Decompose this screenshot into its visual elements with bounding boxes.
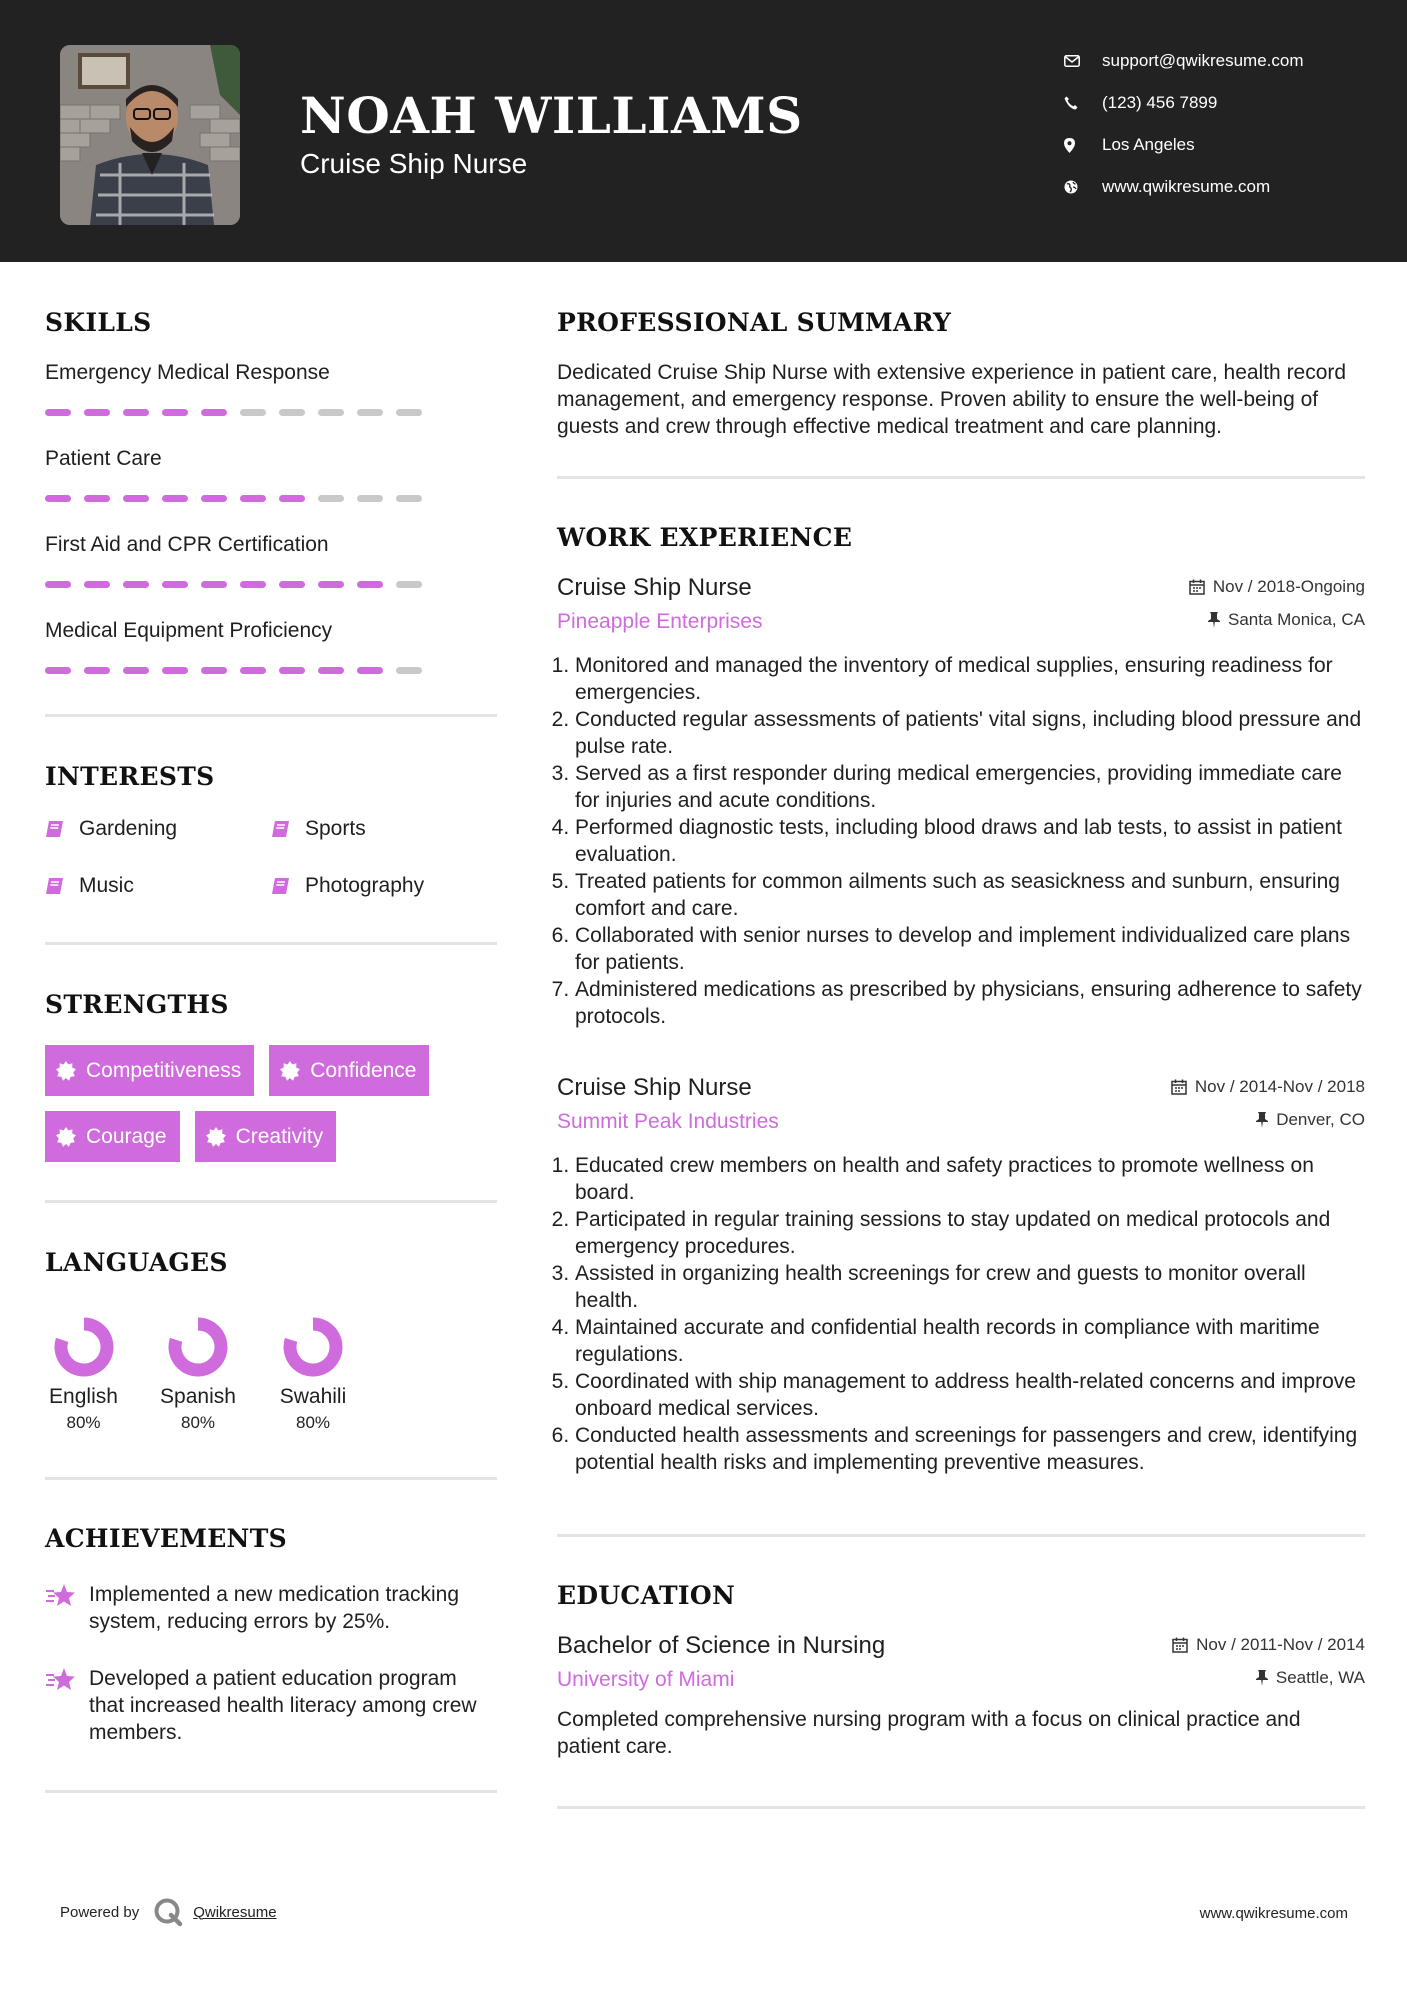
section-divider bbox=[557, 476, 1365, 479]
skill-dot-filled bbox=[318, 667, 344, 674]
skill-rating bbox=[45, 581, 497, 588]
job-dates bbox=[1171, 1077, 1365, 1097]
skill-dot-filled bbox=[45, 581, 71, 588]
interests-list bbox=[45, 817, 497, 898]
contact-phone[interactable] bbox=[1064, 82, 1384, 124]
summary-text: Dedicated Cruise Ship Nurse with extensive experience in patient care, health record management, and emergency response. Proven ability to ensure the well-being of guests and crew through effective medical treatment and care planning. bbox=[557, 361, 1347, 438]
badge-icon bbox=[206, 1127, 226, 1147]
language-progress-arc bbox=[61, 1324, 107, 1370]
languages-list bbox=[45, 1317, 497, 1433]
duty-item: 6. Collaborated with senior nurses to develop and implement individualized care plans for patients. bbox=[575, 922, 1365, 976]
language-percent: 80% bbox=[295, 1413, 331, 1432]
contact-website[interactable] bbox=[1064, 166, 1384, 208]
skill-dot-filled bbox=[240, 495, 266, 502]
skill-dot-filled bbox=[201, 667, 227, 674]
job-location bbox=[1208, 610, 1365, 630]
skill-dot-filled bbox=[201, 409, 227, 416]
skill-dot-filled bbox=[279, 667, 305, 674]
globe-icon bbox=[1064, 180, 1102, 194]
job-subheader bbox=[557, 1110, 1365, 1134]
skill-dot-filled bbox=[279, 495, 305, 502]
education-dates-text: Nov / 2011-Nov / 2014 bbox=[1196, 1635, 1365, 1654]
interest-item bbox=[271, 874, 497, 898]
job-dates-text: Nov / 2018-Ongoing bbox=[1212, 577, 1365, 596]
language-item bbox=[122, 1317, 274, 1433]
education-subheader bbox=[557, 1668, 1365, 1692]
badge-icon bbox=[280, 1061, 300, 1081]
star-icon bbox=[45, 1581, 89, 1635]
powered-by-label: Powered by bbox=[60, 1903, 140, 1921]
qwikresume-logo-icon bbox=[153, 1897, 183, 1927]
skill-dot-empty bbox=[396, 667, 422, 674]
skill-dot-filled bbox=[162, 495, 188, 502]
duty-item: 1. Educated crew members on health and safety practices to promote wellness on board. bbox=[575, 1152, 1365, 1206]
education-header bbox=[557, 1632, 1365, 1660]
skill-dot-filled bbox=[357, 581, 383, 588]
skills-heading: SKILLS bbox=[45, 308, 152, 337]
job-entry bbox=[557, 1074, 1365, 1476]
strength-tag bbox=[45, 1111, 180, 1162]
skill-dot-filled bbox=[45, 667, 71, 674]
calendar-icon bbox=[1171, 1079, 1187, 1095]
work-heading: WORK EXPERIENCE bbox=[557, 523, 853, 552]
education-location bbox=[1256, 1668, 1365, 1688]
skill-rating bbox=[45, 667, 497, 674]
interest-item bbox=[45, 817, 271, 841]
duties-list bbox=[557, 652, 1365, 1030]
skill-dot-filled bbox=[162, 409, 188, 416]
job-location bbox=[1256, 1110, 1365, 1130]
achievements-heading: ACHIEVEMENTS bbox=[45, 1524, 287, 1553]
duty-item: 7. Administered medications as prescribed by physicians, ensuring adherence to safety protocols. bbox=[575, 976, 1365, 1030]
language-percent: 80% bbox=[66, 1413, 101, 1432]
contact-list bbox=[1064, 40, 1384, 208]
candidate-name: NOAH WILLIAMS bbox=[300, 86, 803, 145]
skill-dot-filled bbox=[162, 581, 188, 588]
skill-dot-filled bbox=[201, 495, 227, 502]
skill-rating bbox=[45, 409, 497, 416]
pushpin-icon bbox=[1208, 612, 1220, 628]
language-name: Swahili bbox=[279, 1385, 347, 1408]
language-percent: 80% bbox=[180, 1413, 216, 1432]
duty-item: 3. Assisted in organizing health screenings for crew and guests to monitor overall health. bbox=[575, 1260, 1365, 1314]
skill-rating bbox=[45, 495, 497, 502]
interests-heading: INTERESTS bbox=[45, 762, 215, 791]
strength-label: Courage bbox=[86, 1124, 167, 1148]
education-description: Completed comprehensive nursing program with a focus on clinical practice and patient care. bbox=[557, 1708, 1301, 1758]
language-progress-ring bbox=[168, 1317, 228, 1377]
skill-dot-filled bbox=[45, 409, 71, 416]
book-icon bbox=[45, 876, 79, 896]
language-name: Spanish bbox=[160, 1385, 236, 1408]
section-divider bbox=[45, 942, 497, 945]
section-divider bbox=[45, 1477, 497, 1480]
skill-dot-filled bbox=[84, 581, 110, 588]
skill-dot-filled bbox=[279, 581, 305, 588]
badge-icon bbox=[56, 1061, 76, 1081]
duty-item: 5. Treated patients for common ailments such as seasickness and sunburn, ensuring comfort and care. bbox=[575, 868, 1365, 922]
interest-label: Music bbox=[79, 874, 134, 897]
duty-item: 3. Served as a first responder during medical emergencies, providing immediate care for injuries and acute conditions. bbox=[575, 760, 1365, 814]
section-divider bbox=[45, 1790, 497, 1793]
contact-phone-text: (123) 456 7899 bbox=[1102, 93, 1218, 112]
duty-item: 6. Conducted health assessments and screenings for passengers and crew, identifying potential health risks and implementing preventive measures. bbox=[575, 1422, 1365, 1476]
skill-dot-filled bbox=[318, 581, 344, 588]
language-progress-ring bbox=[54, 1317, 114, 1377]
section-divider bbox=[557, 1534, 1365, 1537]
candidate-title: Cruise Ship Nurse bbox=[300, 148, 528, 179]
achievement-item bbox=[45, 1665, 497, 1746]
skill-dot-filled bbox=[357, 667, 383, 674]
skill-label: First Aid and CPR Certification bbox=[45, 533, 329, 556]
section-divider bbox=[45, 714, 497, 717]
skill-dot-filled bbox=[123, 581, 149, 588]
envelope-icon bbox=[1064, 55, 1102, 67]
skill-dot-filled bbox=[240, 581, 266, 588]
language-progress-ring bbox=[283, 1317, 343, 1377]
skill-label: Patient Care bbox=[45, 447, 162, 470]
skill-dot-filled bbox=[84, 667, 110, 674]
interest-item bbox=[271, 817, 497, 841]
language-progress-arc bbox=[290, 1324, 336, 1370]
skill-dot-filled bbox=[123, 495, 149, 502]
duty-item: 2. Conducted regular assessments of patients' vital signs, including blood pressure and pulse rate. bbox=[575, 706, 1365, 760]
contact-email-text: support@qwikresume.com bbox=[1102, 51, 1304, 70]
duty-item: 2. Participated in regular training sessions to stay updated on medical protocols and emergency procedures. bbox=[575, 1206, 1365, 1260]
job-title: Cruise Ship Nurse bbox=[557, 1074, 752, 1101]
strength-label: Creativity bbox=[235, 1124, 324, 1148]
contact-location-text: Los Angeles bbox=[1102, 135, 1195, 154]
duty-item: 1. Monitored and managed the inventory of medical supplies, ensuring readiness for emergencies. bbox=[575, 652, 1365, 706]
skill-label: Medical Equipment Proficiency bbox=[45, 619, 333, 642]
skill-dot-empty bbox=[396, 581, 422, 588]
skill-dot-filled bbox=[45, 495, 71, 502]
language-progress-arc bbox=[175, 1324, 221, 1370]
powered-by bbox=[60, 1897, 277, 1927]
right-column bbox=[557, 262, 1365, 1809]
interest-item bbox=[45, 874, 271, 898]
pushpin-icon bbox=[1256, 1112, 1268, 1128]
section-divider bbox=[557, 1806, 1365, 1809]
language-item bbox=[45, 1317, 122, 1433]
skill-dot-empty bbox=[318, 409, 344, 416]
skill-dot-empty bbox=[396, 409, 422, 416]
skill-dot-empty bbox=[279, 409, 305, 416]
contact-website-text: www.qwikresume.com bbox=[1102, 177, 1271, 196]
skill-dot-filled bbox=[123, 409, 149, 416]
book-icon bbox=[45, 819, 79, 839]
skill-dot-filled bbox=[201, 581, 227, 588]
badge-icon bbox=[56, 1127, 76, 1147]
qwikresume-link[interactable]: Qwikresume bbox=[193, 1903, 277, 1921]
book-icon bbox=[271, 819, 305, 839]
phone-icon bbox=[1064, 96, 1102, 110]
pushpin-icon bbox=[1256, 1670, 1268, 1686]
skill-dot-filled bbox=[162, 667, 188, 674]
company-name: Summit Peak Industries bbox=[557, 1110, 779, 1133]
interest-label: Gardening bbox=[79, 817, 178, 840]
education-location-text: Seattle, WA bbox=[1275, 1668, 1365, 1687]
strength-tag bbox=[195, 1111, 337, 1162]
company-name: Pineapple Enterprises bbox=[557, 610, 763, 633]
left-column bbox=[45, 262, 497, 1793]
language-item bbox=[274, 1317, 352, 1433]
job-entry bbox=[557, 574, 1365, 1030]
duty-item: 5. Coordinated with ship management to address health-related concerns and improve onboard medical services. bbox=[575, 1368, 1365, 1422]
skill-dot-filled bbox=[84, 409, 110, 416]
profile-photo bbox=[60, 45, 240, 225]
strengths-list bbox=[45, 1045, 497, 1162]
book-icon bbox=[271, 876, 305, 896]
footer-website[interactable]: www.qwikresume.com bbox=[1199, 1905, 1348, 1922]
strengths-heading: STRENGTHS bbox=[45, 990, 229, 1019]
skill-dot-filled bbox=[84, 495, 110, 502]
school-name: University of Miami bbox=[557, 1668, 735, 1691]
job-header bbox=[557, 574, 1365, 602]
interest-label: Photography bbox=[305, 874, 425, 897]
skill-item bbox=[45, 619, 497, 674]
education-heading: EDUCATION bbox=[557, 1581, 736, 1610]
skill-dot-empty bbox=[318, 495, 344, 502]
skill-label: Emergency Medical Response bbox=[45, 361, 330, 384]
calendar-icon bbox=[1189, 579, 1205, 595]
education-entry bbox=[557, 1632, 1365, 1760]
achievement-item bbox=[45, 1581, 497, 1635]
contact-location bbox=[1064, 124, 1384, 166]
strength-tag bbox=[45, 1045, 254, 1096]
calendar-icon bbox=[1172, 1637, 1188, 1653]
resume-header bbox=[0, 0, 1407, 262]
achievement-text: Implemented a new medication tracking system, reducing errors by 25%. bbox=[89, 1583, 460, 1633]
strength-tag bbox=[269, 1045, 429, 1096]
language-name: English bbox=[49, 1385, 118, 1408]
skill-dot-empty bbox=[396, 495, 422, 502]
duties-list bbox=[557, 1152, 1365, 1476]
duty-item: 4. Performed diagnostic tests, including blood draws and lab tests, to assist in patient evaluation. bbox=[575, 814, 1365, 868]
skill-dot-empty bbox=[357, 495, 383, 502]
skill-dot-filled bbox=[123, 667, 149, 674]
job-title: Cruise Ship Nurse bbox=[557, 574, 752, 601]
skill-dot-filled bbox=[240, 667, 266, 674]
skill-item bbox=[45, 447, 497, 502]
education-dates bbox=[1172, 1635, 1365, 1655]
section-divider bbox=[45, 1200, 497, 1203]
job-dates-text: Nov / 2014-Nov / 2018 bbox=[1194, 1077, 1365, 1096]
strength-label: Confidence bbox=[310, 1058, 417, 1082]
degree-title: Bachelor of Science in Nursing bbox=[557, 1632, 886, 1659]
star-icon bbox=[45, 1665, 89, 1746]
contact-email[interactable] bbox=[1064, 40, 1384, 82]
skill-item bbox=[45, 361, 497, 416]
skill-dot-empty bbox=[240, 409, 266, 416]
skill-item bbox=[45, 533, 497, 588]
summary-heading: PROFESSIONAL SUMMARY bbox=[557, 308, 952, 337]
strength-label: Competitiveness bbox=[86, 1058, 242, 1082]
map-pin-icon bbox=[1064, 138, 1102, 153]
skill-dot-empty bbox=[357, 409, 383, 416]
job-location-text: Santa Monica, CA bbox=[1227, 610, 1365, 629]
languages-heading: LANGUAGES bbox=[45, 1248, 228, 1277]
achievement-text: Developed a patient education program that increased health literacy among crew members. bbox=[89, 1667, 477, 1744]
job-location-text: Denver, CO bbox=[1276, 1110, 1365, 1129]
job-subheader bbox=[557, 610, 1365, 634]
job-header bbox=[557, 1074, 1365, 1102]
job-dates bbox=[1189, 577, 1365, 597]
interest-label: Sports bbox=[305, 817, 366, 840]
duty-item: 4. Maintained accurate and confidential health records in compliance with maritime regulations. bbox=[575, 1314, 1365, 1368]
